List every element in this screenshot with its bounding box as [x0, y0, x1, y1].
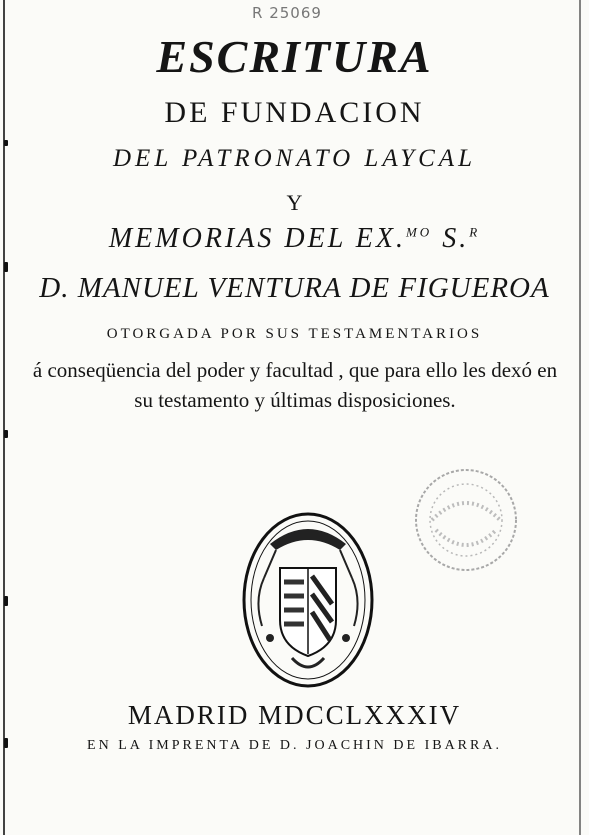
title-line-6: D. MANUEL VENTURA DE FIGUEROA	[39, 272, 550, 304]
margin-speck	[4, 262, 8, 272]
title-line-3: DEL PATRONATO LAYCAL	[113, 145, 476, 172]
shelfmark-annotation: R 25069	[252, 4, 322, 22]
title-line-1: ESCRITURA	[156, 31, 433, 82]
margin-speck	[4, 430, 8, 438]
imprint-place-year: MADRID MDCCLXXXIV	[127, 700, 462, 730]
body-paragraph: á conseqüencia del poder y facultad , que para ello les dexó en su testamento y últimas disposiciones.	[32, 358, 558, 412]
margin-speck	[4, 596, 8, 606]
library-stamp	[412, 466, 520, 574]
imprint-printer: EN LA IMPRENTA DE D. JOACHIN DE IBARRA.	[87, 738, 502, 753]
title-line-2: DE FUNDACION	[164, 96, 425, 129]
title-line-4: Y	[286, 190, 303, 215]
title-line-5: MEMORIAS DEL EX.$^{MO}$ S.$^R$	[108, 223, 481, 254]
coat-of-arms-emblem	[240, 508, 376, 688]
subtitle: OTORGADA POR SUS TESTAMENTARIOS	[106, 326, 483, 342]
